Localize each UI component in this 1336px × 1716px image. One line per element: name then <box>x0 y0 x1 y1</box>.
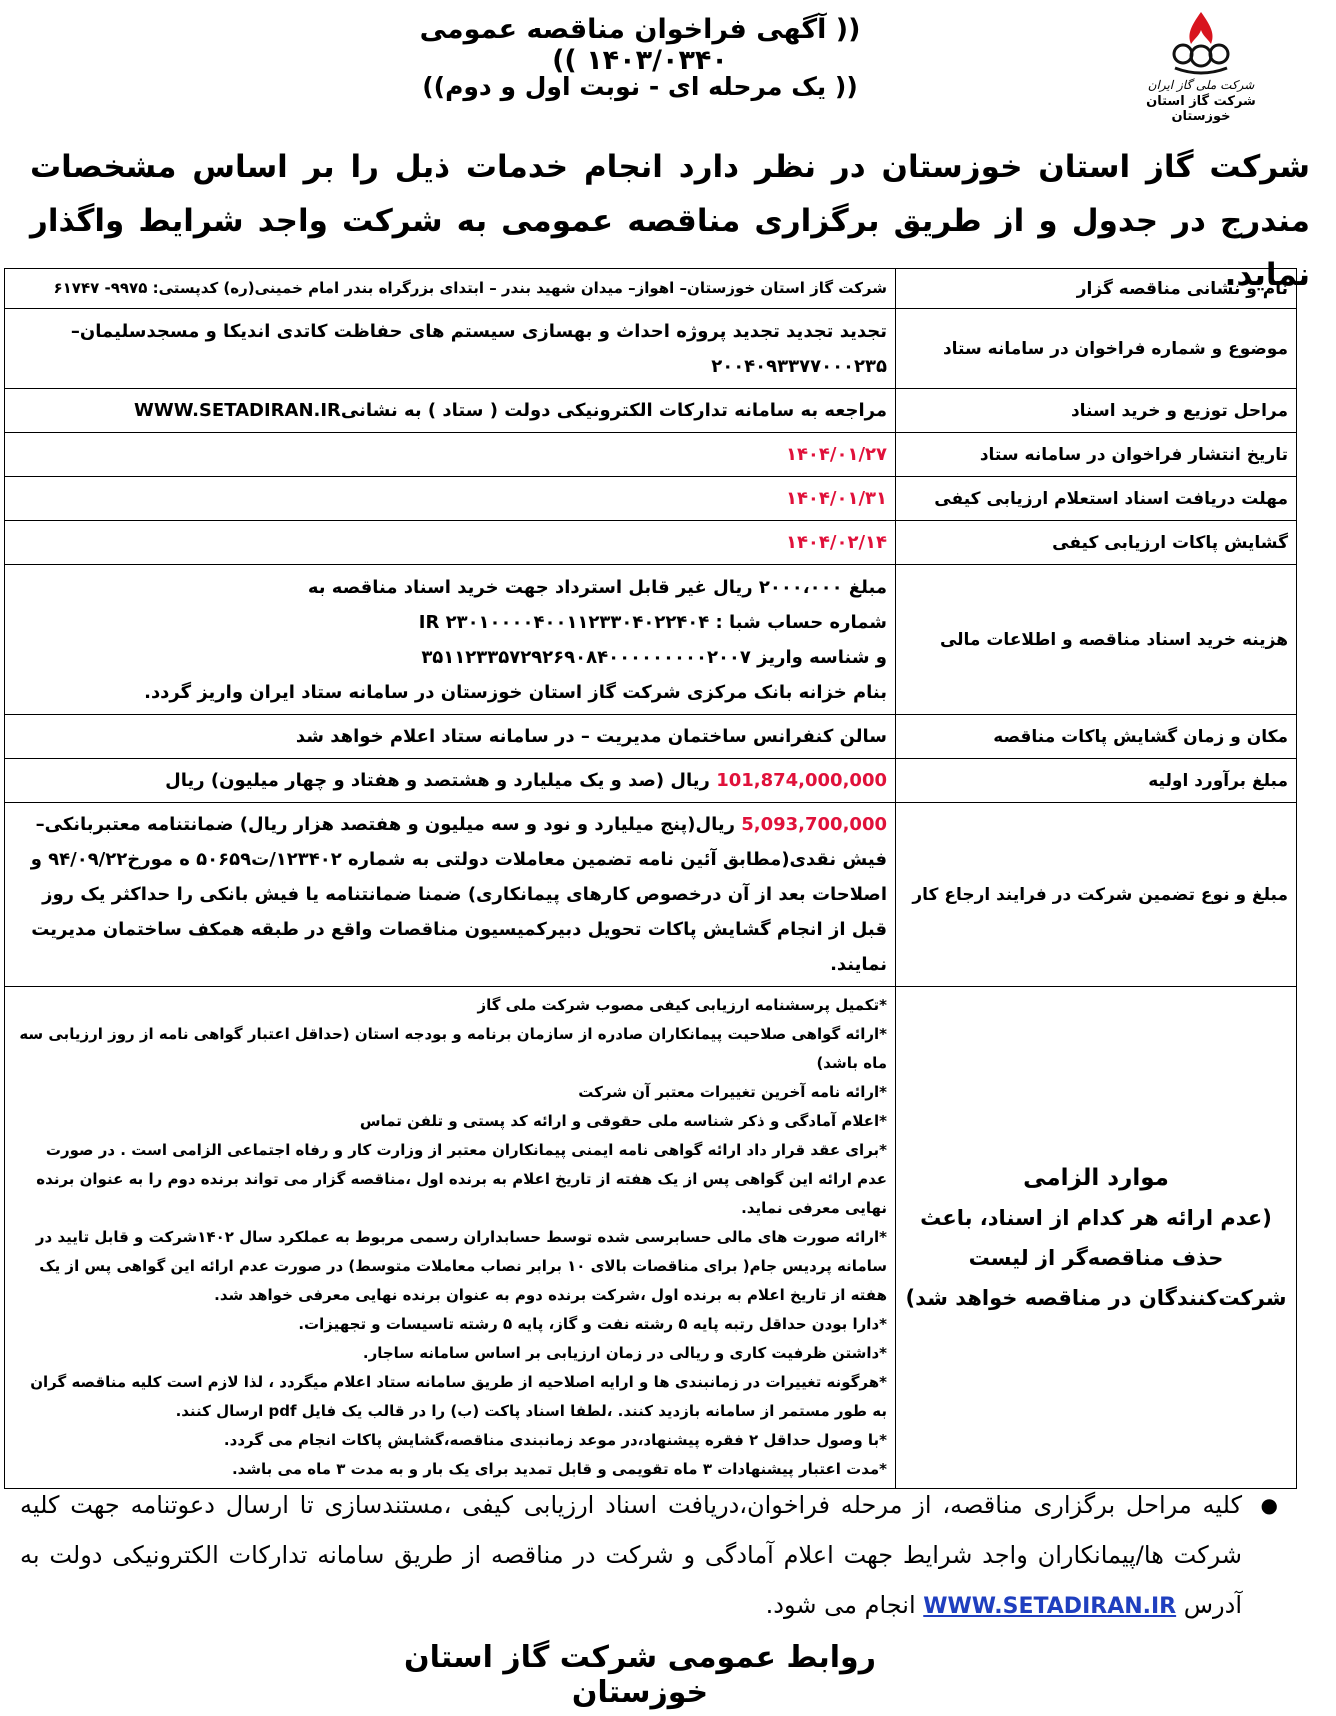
requirements-list <box>13 991 887 1484</box>
table-row <box>5 521 1297 565</box>
row-value: سالن کنفرانس ساختمان مدیریت – در سامانه ستاد اعلام خواهد شد <box>5 715 896 759</box>
row-label: موضوع و شماره فراخوان در سامانه ستاد <box>896 309 1297 389</box>
iban-line: شماره حساب شبا : IR ۲۳۰۱۰۰۰۰۴۰۰۱۱۲۳۳۰۴۰۲۲۴۰۴ <box>418 611 887 633</box>
row-label: هزینه خرید اسناد مناقصه و اطلاعات مالی <box>896 565 1297 715</box>
requirements-label <box>896 987 1297 1489</box>
header <box>0 0 1336 130</box>
announcement-subtitle: (( یک مرحله ای - نوبت اول و دوم)) <box>422 72 858 101</box>
table-row <box>5 565 1297 715</box>
footer-suffix: انجام می شود. <box>765 1591 924 1619</box>
row-value: مراجعه به سامانه تدارکات الکترونیکی دولت ( ستاد ) به نشانیWWW.SETADIRAN.IR <box>5 389 896 433</box>
estimate-text: ریال (صد و یک میلیارد و هشتصد و هفتاد و چهار میلیون) ریال <box>165 770 717 791</box>
row-value <box>5 803 896 987</box>
table-row <box>5 433 1297 477</box>
table-row <box>5 715 1297 759</box>
list-item: *تکمیل پرسشنامه ارزیابی کیفی مصوب شرکت ملی گاز <box>477 996 887 1014</box>
setadiran-link[interactable]: WWW.SETADIRAN.IR <box>923 1594 1177 1619</box>
logo-company-name: شرکت گاز استان خوزستان <box>1146 94 1256 124</box>
row-label: مراحل توزیع و خرید اسناد <box>896 389 1297 433</box>
announcement-title: (( آگهی فراخوان مناقصه عمومی ۱۴۰۳/۰۳۴۰ )) <box>419 14 861 76</box>
intro-paragraph: شرکت گاز استان خوزستان در نظر دارد انجام خدمات ذیل را بر اساس مشخصات مندرج در جدول و از طریق برگزاری مناقصه عمومی به شرکت واجد شرایط واگذار نماید. <box>30 149 1310 293</box>
table-row <box>5 389 1297 433</box>
requirements-title: موارد الزامی <box>1023 1164 1169 1191</box>
requirements-note: (عدم ارائه هر کدام از اسناد، باعث حذف مناقصه‌گر از لیست شرکت‌کنندگان در مناقصه خواهد شد) <box>905 1205 1287 1310</box>
footer-note <box>20 1480 1278 1632</box>
table-row <box>5 987 1297 1489</box>
requirements-list-cell <box>5 987 896 1489</box>
row-label: نام و نشانی مناقصه گزار <box>896 269 1297 309</box>
opening-date: ۱۴۰۴/۰۲/۱۴ <box>5 521 896 565</box>
logo-script-text: شرکت ملی گاز ایران <box>1147 78 1255 92</box>
table-row <box>5 803 1297 987</box>
table-row <box>5 309 1297 389</box>
list-item: *با وصول حداقل ۲ فقره پیشنهاد،در موعد زمانبندی مناقصه،گشایش پاکات انجام می گردد. <box>223 1431 887 1449</box>
row-value <box>5 565 896 715</box>
tender-details-table <box>4 268 1297 1489</box>
guarantee-text: ریال(پنج میلیارد و نود و سه میلیون و هفتصد هزار ریال) ضمانتنامه معتبربانکی– فیش نقدی(مطابق آئین نامه تضمین معاملات دولتی به شماره ۱۲۳۴۰۲/ت۵۰۶۵۹ ه مورخ۹۴/۰۹/۲۲ و اصلاحات بعد از آن درخصوص کارهای پیمانکاری) ضمنا ضمانتنامه یا فیش بانکی را حداکثر یک روز قبل از انجام گشایش پاکات تحویل دبیرکمیسیون مناقصات واقع در طبقه همکف ساختمان مدیریت نمایند. <box>30 814 887 975</box>
list-item: *مدت اعتبار پیشنهادات ۳ ماه تقویمی و قابل تمدید برای یک بار و به مدت ۳ ماه می باشد. <box>231 1460 887 1478</box>
list-item: *اعلام آمادگی و ذکر شناسه ملی حقوقی و ارائه کد پستی و تلفن تماس <box>359 1112 887 1130</box>
row-label: مکان و زمان گشایش پاکات مناقصه <box>896 715 1297 759</box>
company-logo <box>1126 8 1276 124</box>
list-item: *برای عقد قرار داد ارائه گواهی نامه ایمنی پیمانکاران معتبر از وزارت کار و رفاه اجتماعی الزامی است . در صورت عدم ارائه این گواهی پس از یک هفته از تاریخ اعلام به برنده اول ،مناقصه گزار می تواند برنده دوم را به عنوان برنده نهایی معرفی نماید. <box>36 1141 887 1217</box>
list-item: *داشتن ظرفیت کاری و ریالی در زمان ارزیابی بر اساس سامانه ساجار. <box>362 1344 887 1362</box>
treasury-line: بنام خزانه بانک مرکزی شرکت گاز استان خوزستان در سامانه ستاد ایران واریز گردد. <box>144 681 887 703</box>
table-row <box>5 759 1297 803</box>
row-label: مبلغ و نوع تضمین شرکت در فرایند ارجاع کار <box>896 803 1297 987</box>
document-deadline: ۱۴۰۴/۰۱/۳۱ <box>5 477 896 521</box>
row-label: مبلغ برآورد اولیه <box>896 759 1297 803</box>
table-row <box>5 477 1297 521</box>
row-label: گشایش پاکات ارزیابی کیفی <box>896 521 1297 565</box>
payment-id-line: و شناسه واریز ۳۵۱۱۲۳۳۵۷۲۹۲۶۹۰۸۴۰۰۰۰۰۰۰۰۰۲۰۰۷ <box>421 646 887 668</box>
list-item: *هرگونه تغییرات در زمانبندی ها و ارایه اصلاحیه از طریق سامانه ستاد اعلام میگردد ، لذا لازم است کلیه مناقصه گران به طور مستمر از سامانه بازدید کنند. ،لطفا اسناد پاکت (ب) را در قالب یک فایل pdf ارسال کنند. <box>30 1373 887 1420</box>
flame-logo-icon <box>1161 8 1241 78</box>
list-item: *ارائه نامه آخرین تغییرات معتبر آن شرکت <box>578 1083 887 1101</box>
row-value: تجدید تجدید تجدید پروژه احداث و بهسازی سیستم های حفاظت کاتدی اندیکا و مسجدسلیمان– ۲۰۰۴۰۹۳۳۷۷۰۰۰۲۳۵ <box>5 309 896 389</box>
row-label: تاریخ انتشار فراخوان در سامانه ستاد <box>896 433 1297 477</box>
row-value <box>5 759 896 803</box>
footer-paragraph: کلیه مراحل برگزاری مناقصه، از مرحله فراخوان،دریافت اسناد ارزیابی کیفی ،مستندسازی تا ارسال دعوتنامه جهت کلیه شرکت ها/پیمانکاران واجد شرایط جهت اعلام آمادگی و شرکت در مناقصه از طریق سامانه تدارکات الکترونیکی دولت به آدرس <box>20 1491 1242 1619</box>
row-label: مهلت دریافت اسناد استعلام ارزیابی کیفی <box>896 477 1297 521</box>
row-value: شرکت گاز استان خوزستان– اهواز– میدان شهید بندر – ابتدای بزرگراه بندر امام خمینی(ره) کدپستی: ۹۹۷۵- ۶۱۷۴۷ <box>5 269 896 309</box>
bullet-icon: ● <box>1260 1493 1278 1517</box>
fee-line: مبلغ ۲۰۰۰،۰۰۰ ریال غیر قابل استرداد جهت خرید اسناد مناقصه به <box>307 576 887 598</box>
publish-date: ۱۴۰۴/۰۱/۲۷ <box>5 433 896 477</box>
list-item: *ارائه گواهی صلاحیت پیمانکاران صادره از سازمان برنامه و بودجه استان (حداقل اعتبار گواهی نامه از روز ارزیابی سه ماه باشد) <box>19 1025 887 1072</box>
estimate-amount: 101,874,000,000 <box>716 770 887 791</box>
table-row <box>5 269 1297 309</box>
guarantee-amount: 5,093,700,000 <box>741 814 887 835</box>
list-item: *ارائه صورت های مالی حسابرسی شده توسط حسابداران رسمی مربوط به عملکرد سال ۱۴۰۲شرکت و قابل تایید در سامانه پردیس جام( برای مناقصات بالای ۱۰ برابر نصاب معاملات متوسط) در صورت عدم ارائه این گواهی پس از یک هفته از تاریخ اعلام به برنده اول ،شرکت برنده دوم به عنوان برنده نهایی معرفی خواهد شد. <box>35 1228 887 1304</box>
list-item: *دارا بودن حداقل رتبه پایه ۵ رشته نفت و گاز، پایه ۵ رشته تاسیسات و تجهیزات. <box>298 1315 887 1333</box>
signoff: روابط عمومی شرکت گاز استان خوزستان <box>404 1640 876 1710</box>
